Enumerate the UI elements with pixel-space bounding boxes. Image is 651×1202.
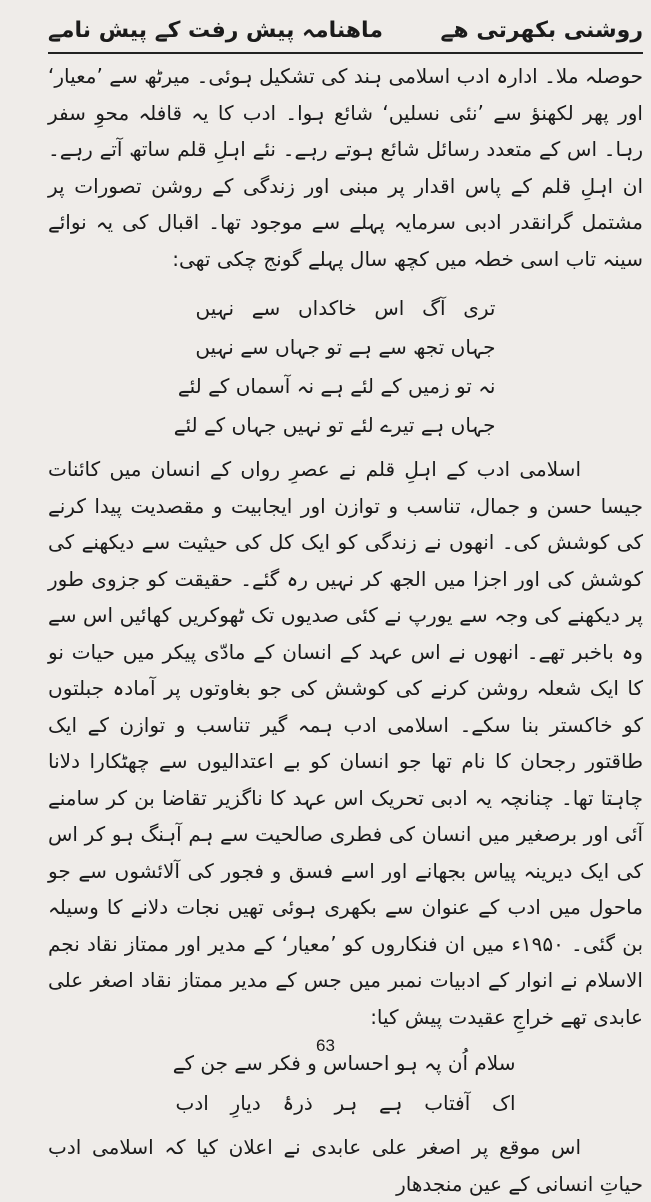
- page-number: 63: [316, 1036, 335, 1055]
- body-text: [48, 58, 643, 1202]
- header-rule: [48, 52, 643, 54]
- paragraph-3: اس موقع پر اصغر علی عابدی نے اعلان کیا کہ اسلامی ادب حیاتِ انسانی کے عین منجدھار: [48, 1135, 643, 1196]
- poem-verse: اک آفتاب ہے ہر ذرۂ دیارِ ادب: [175, 1091, 516, 1115]
- poem-verse: سلام اُن پہ ہو احساس و فکر سے جن کے: [172, 1051, 516, 1075]
- paragraph-1: حوصلہ ملا۔ ادارہ ادب اسلامی ہند کی تشکیل ہوئی۔ میرٹھ سے ’معیار‘ اور پھر لکھنؤ سے ’نئی نسلیں‘ شائع ہوا۔ ادب کا یہ قافلہ محوِ سفر رہا۔ اس کے متعدد رسائل شائع ہوتے رہے۔ نئے اہلِ قلم ساتھ آتے رہے۔ ان اہلِ قلم کے پاس اقدار پر مبنی اور زندگی کے روشن تصورات پر مشتمل گرانقدر ادبی سرمایہ پہلے سے موجود تھا۔ اقبال کی یہ نوائے سینہ تاب اسی خطہ میں کچھ سال پہلے گونج چکی تھی:: [48, 64, 643, 271]
- poem-verse: جہاں ہے تیرے لئے تو نہیں جہاں کے لئے: [173, 413, 496, 437]
- poem-iqbal: [173, 289, 496, 445]
- poem-verse: تری آگ اس خاکداں سے نہیں: [195, 296, 496, 320]
- poem-verse: جہاں تجھ سے ہے تو جہاں سے نہیں: [195, 335, 496, 359]
- header-title-left: ماھنامہ پیش رفت کے پیش نامے: [48, 17, 383, 43]
- paragraph-2: اسلامی ادب کے اہلِ قلم نے عصرِ رواں کے انسان میں کائنات جیسا حسن و جمال، تناسب و توازن اور ایجابیت و مقصدیت پیدا کرنے کی کوشش کی۔ انھوں نے زندگی کو ایک کل کی حیثیت سے دیکھنے کی کوشش کی اور اجزا میں الجھ کر نہیں رہ گئے۔ حقیقت کو جزوی طور پر دیکھنے کی وجہ سے یورپ نے کئی صدیوں تک ٹھوکریں کھائیں اس سے وہ باخبر تھے۔ انھوں نے اس عہد کے انسان کے مادّی پیکر میں حیات نو کا ایک شعلہ روشن کرنے کی کوشش کی جو بغاوتوں پر آمادہ جبلتوں کو خاکستر بنا سکے۔ اسلامی ادب ہمہ گیر تناسب و توازن کے ایک طاقتور رجحان کا نام تھا جو انسان کو بے اعتدالیوں سے چھٹکارا دلانا چاہتا تھا۔ چنانچہ یہ ادبی تحریک اس عہد کا ناگزیر تقاضا بن کر سامنے آئی اور برصغیر میں انسان کی فطری صالحیت سے ہم آہنگ ہو کر اس کی ایک دیرینہ پیاس بجھانے اور اسے فسق و فجور کی آلائشوں سے جو ماحول میں ادب کے عنوان سے بکھری ہوئی تھیں نجات دلانے کا وسیلہ بن گئی۔ ۱۹۵۰ء میں ان فنکاروں کو ’معیار‘ کے مدیر اور ممتاز نقاد نجم الاسلام نے انوار کے ادبیات نمبر میں جس کے مدیر ممتاز نقاد اصغر علی عابدی تھے خراجِ عقیدت پیش کیا:: [48, 457, 644, 1029]
- header-title-right: روشنی بکھرتی ھے: [440, 17, 643, 43]
- running-header: [48, 12, 643, 48]
- poem-verse: نہ تو زمیں کے لئے ہے نہ آسماں کے لئے: [177, 374, 496, 398]
